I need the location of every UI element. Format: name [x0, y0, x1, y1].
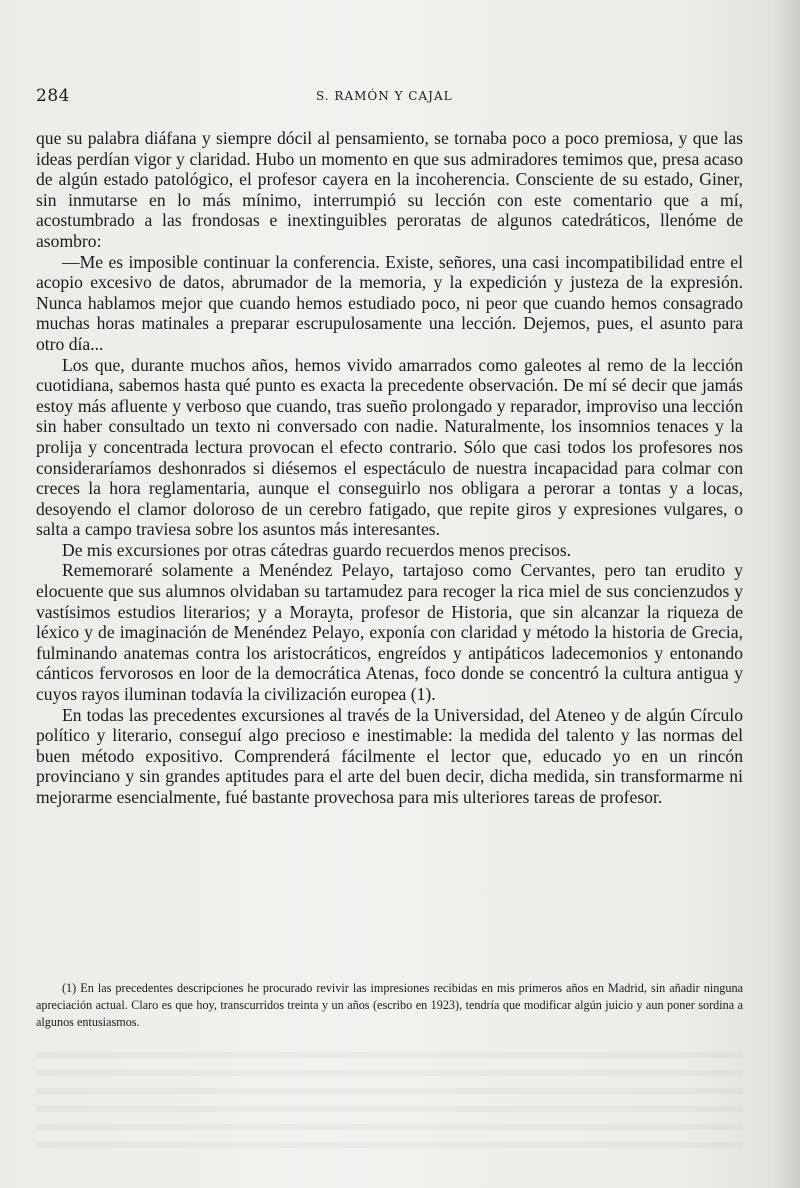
page-edge-shadow [772, 0, 800, 1188]
page-number: 284 [36, 86, 70, 106]
paragraph-observation: Los que, durante muchos años, hemos vivido amarrados como galeotes al remo de la lección cuotidiana, sabemos hasta qué punto es exacta la precedente observación. De mí sé decir que jamás estoy más afluente y verboso que cuando, tras sueño prolongado y reparador, improviso una lección sin haber consultado un texto ni conversado con nadie. Naturalmente, los insomnios tenaces y la prolija y concentrada lectura provocan el efecto contrario. Sólo que casi todos los profesores nos consideraríamos deshonrados si diésemos el espectáculo de nuestra incapacidad para colmar con creces la hora reglamentaria, aunque el conseguirlo nos obligara a perorar a tontas y a locas, desoyendo el clamor doloroso de un cerebro fatigado, que repite giros y expresiones vulgares, o salta a campo traviesa sobre los asuntos más interesantes. [36, 354, 743, 540]
page-header [36, 86, 736, 110]
paragraph-quote: —Me es imposible continuar la conferencia. Existe, señores, una casi incompatibilidad entre el acopio excesivo de datos, abrumador de la memoria, y la expedición y justeza de la expresión. Nunca hablamos mejor que cuando hemos estudiado poco, ni peor que cuando hemos consagrado muchas horas matinales a preparar escrupulosamente una lección. Dejemos, pues, el asunto para otro día... [36, 251, 743, 354]
show-through-texture [36, 1040, 743, 1160]
paragraph-conclusion: En todas las precedentes excursiones al través de la Universidad, del Ateneo y de algún Círculo político y literario, conseguí algo precioso e inestimable: la medida del talento y las normas del buen método expositivo. Comprenderá fácilmente el lector que, educado yo en un rincón provinciano y sin grandes aptitudes para el arte del buen decir, dicha medida, sin transformarme ni mejorarme esencialmente, fué bastante provechosa para mis ulteriores tareas de profesor. [36, 704, 743, 807]
paragraph-excursions: De mis excursiones por otras cátedras guardo recuerdos menos precisos. [62, 539, 572, 560]
body-text [36, 128, 743, 808]
paragraph-continuation: que su palabra diáfana y siempre dócil al pensamiento, se tornaba poco a poco premiosa, y que las ideas perdían vigor y claridad. Hubo un momento en que sus admiradores temimos que, presa acaso de algún estado patológico, el profesor cayera en la incoherencia. Consciente de su estado, Giner, sin inmutarse en lo más mínimo, interrumpió su lección con este comentario que a mí, acostumbrado a las frondosas e inextinguibles peroratas de algunos catedráticos, llenóme de asombro: [36, 128, 743, 251]
footnote: (1) En las precedentes descripciones he procurado revivir las impresiones recibidas en mis primeros años en Madrid, sin añadir ninguna apreciación actual. Claro es que hoy, transcurridos treinta y un años (escribo en 1923), tendría que modificar algún juicio y aun poner sordina a algunos entusiasmos. [36, 981, 743, 1029]
running-head: S. RAMÓN Y CAJAL [316, 89, 453, 103]
paragraph-menendez-pelayo: Rememoraré solamente a Menéndez Pelayo, tartajoso como Cervantes, pero tan erudito y elocuente que sus alumnos olvidaban su tartamudez para recoger la rica miel de sus concienzudos y vastísimos estudios literarios; y a Morayta, profesor de Historia, que sin alcanzar la riqueza de léxico y de imaginación de Menéndez Pelayo, exponía con claridad y método la historia de Grecia, fulminando anatemas contra los aristocráticos, engreídos y antipáticos ladecemonios y entonando cánticos fervorosos en loor de la democrática Atenas, foco donde se concentró la cultura antigua y cuyos rayos iluminan todavía la civilización europea (1). [36, 560, 743, 705]
